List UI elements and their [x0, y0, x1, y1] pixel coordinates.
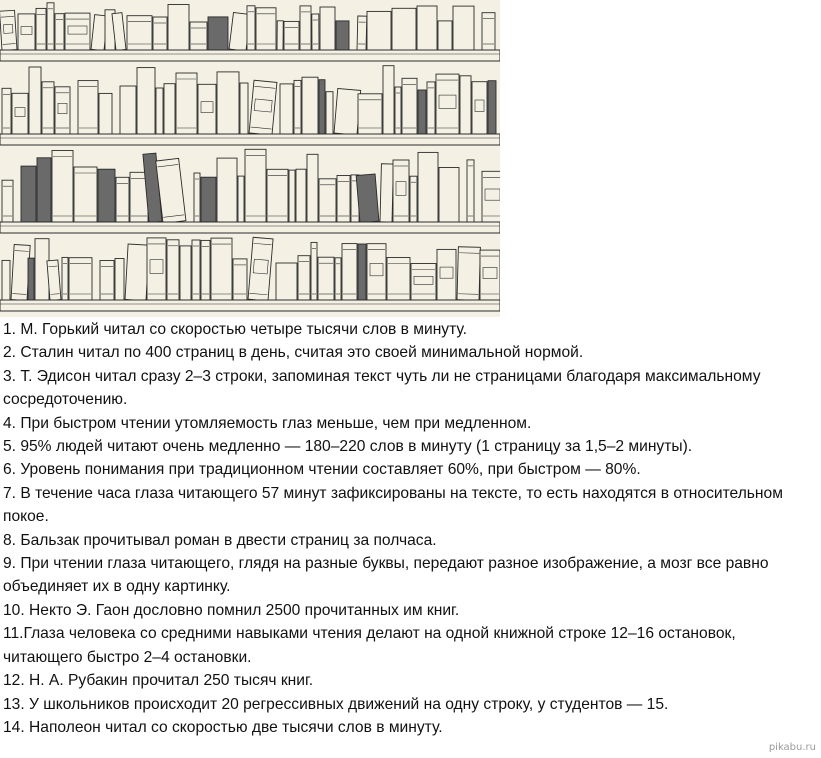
book-spine — [21, 166, 36, 222]
shelf-board — [0, 50, 500, 61]
fact-item: 2. Сталин читал по 400 страниц в день, считая это своей минимальной нормой. — [3, 344, 584, 362]
book-spine — [156, 88, 163, 134]
book-spine — [201, 177, 216, 222]
book-spine — [418, 90, 426, 134]
book-spine — [78, 81, 98, 134]
book-spine — [438, 21, 452, 50]
shelf-board — [0, 222, 500, 233]
book-spine — [52, 151, 73, 223]
book-spine — [319, 179, 336, 222]
book-spine — [488, 81, 496, 134]
book-spine — [233, 259, 247, 300]
book-spine — [100, 261, 114, 301]
fact-item: 8. Бальзак прочитывал роман в двести страниц за полчаса. — [3, 531, 437, 549]
book-spine — [367, 11, 391, 50]
book-spine — [245, 149, 266, 222]
book-spine — [296, 169, 306, 222]
book-spine — [289, 170, 295, 222]
book-spine — [115, 259, 124, 301]
book-spine — [190, 22, 207, 50]
book-spine — [276, 263, 297, 300]
book-spine — [302, 77, 318, 134]
book-spine — [247, 6, 255, 50]
fact-item: 1. М. Горький читал со скоростью четыре тысячи слов в минуту. — [3, 321, 467, 338]
book-spine — [62, 257, 68, 300]
book-spine — [65, 13, 90, 50]
book-spine — [395, 87, 401, 134]
fact-item: 5. 95% людей читают очень медленно — 180–220 слов в минуту (1 страницу за 1,5–2 минуты). — [3, 438, 693, 456]
book-spine — [55, 14, 64, 50]
book-spine — [168, 5, 189, 51]
book-spine — [320, 7, 335, 50]
book-spine — [392, 8, 416, 50]
book-spine — [318, 257, 334, 300]
book-spine — [167, 240, 179, 300]
book-spine — [116, 177, 129, 222]
book-spine — [211, 238, 232, 300]
book-spine — [217, 72, 239, 134]
book-spine — [380, 164, 393, 222]
book-spine — [357, 16, 367, 50]
book-spine — [201, 240, 210, 300]
book-spine — [467, 160, 474, 222]
book-spine — [284, 21, 299, 50]
book-spine — [460, 76, 471, 134]
book-spine — [457, 247, 480, 301]
book-spine — [2, 88, 11, 134]
book-spine — [436, 74, 459, 134]
book-spine — [280, 84, 293, 134]
book-spine — [256, 8, 276, 50]
book-spine — [98, 169, 115, 222]
book-spine — [238, 176, 244, 222]
fact-item: 6. Уровень понимания при традиционном чтении составляет 60%, при быстром — 80%. — [3, 461, 641, 479]
book-spine — [335, 258, 341, 300]
book-spine — [249, 80, 277, 135]
watermark: pikabu.ru — [768, 742, 816, 753]
book-spine — [37, 158, 51, 222]
book-spine — [11, 245, 30, 301]
fact-item: 3. Т. Эдисон читал сразу 2–3 строки, запоминая текст чуть ли не страницами благодаря максимальному сосредоточению. — [3, 367, 761, 409]
book-spine — [267, 169, 288, 222]
book-spine — [367, 244, 386, 300]
book-spine — [393, 160, 409, 222]
book-spine — [311, 242, 317, 300]
book-spine — [127, 16, 152, 50]
book-spine — [176, 73, 197, 134]
book-spine — [402, 78, 417, 134]
book-spine — [480, 250, 500, 300]
book-spine — [36, 8, 46, 50]
book-spine — [29, 67, 41, 134]
book-spine — [342, 244, 357, 300]
book-spine — [99, 93, 112, 134]
book-spine — [298, 256, 310, 300]
fact-item: 14. Наполеон читал со скоростью две тысячи слов в минуту. — [3, 718, 443, 736]
book-spine — [47, 3, 54, 50]
fact-item: 10. Некто Э. Гаон дословно помнил 2500 прочитанных им книг. — [3, 601, 460, 619]
book-spine — [12, 93, 28, 134]
book-spine — [427, 82, 435, 134]
book-spine — [120, 86, 136, 134]
book-spine — [439, 168, 459, 223]
fact-item: 12. Н. А. Рубакин прочитал 250 тысяч книг. — [3, 672, 314, 690]
book-spine — [383, 66, 394, 134]
book-spine — [28, 258, 34, 300]
book-spine — [18, 14, 35, 50]
fact-item: 13. У школьников происходит 20 регрессивных движений на одну строку, у студентов — 15. — [3, 695, 669, 713]
book-spine — [217, 158, 237, 222]
book-spine — [55, 87, 70, 134]
fact-item: 7. В течение часа глаза читающего 57 минут зафиксированы на тексте, то есть находятся в относительном покое. — [3, 484, 783, 526]
fact-item: 9. При чтении глаза читающего, глядя на разные буквы, передают разное изображение, а мозг все равно объединяет их в одну картинку. — [3, 555, 769, 596]
book-spine — [358, 244, 366, 300]
book-spine — [69, 258, 92, 300]
book-spine — [482, 171, 500, 222]
shelf-board — [0, 300, 500, 311]
book-spine — [147, 238, 166, 300]
book-spine — [198, 84, 216, 134]
book-spine — [437, 249, 456, 300]
book-spine — [294, 80, 301, 134]
book-spine — [194, 173, 200, 222]
book-spine — [312, 14, 319, 50]
book-spine — [240, 83, 248, 134]
book-spine — [417, 6, 437, 50]
book-spine — [337, 176, 350, 223]
book-spine — [472, 82, 487, 134]
book-spine — [411, 264, 436, 301]
book-spine — [180, 246, 191, 300]
book-spine — [35, 239, 49, 300]
book-spine — [334, 88, 361, 134]
book-spine — [208, 17, 228, 50]
book-spine — [482, 13, 495, 50]
book-spine — [153, 17, 167, 50]
book-spine — [418, 152, 438, 222]
shelf-board — [0, 134, 500, 145]
book-spine — [192, 240, 200, 300]
book-spine — [453, 6, 474, 50]
book-spine — [277, 21, 283, 50]
book-spine — [0, 10, 17, 50]
book-spine — [307, 154, 318, 222]
book-spine — [74, 167, 97, 222]
book-spine — [300, 6, 311, 50]
bookshelf-illustration — [0, 0, 500, 317]
book-spine — [326, 92, 333, 134]
facts-list — [3, 318, 815, 739]
book-spine — [2, 260, 10, 300]
book-spine — [336, 21, 349, 50]
fact-item: 4. При быстром чтении утомляемость глаз меньше, чем при медленном. — [3, 414, 532, 432]
book-spine — [137, 68, 155, 134]
book-spine — [42, 82, 54, 134]
book-spine — [319, 80, 325, 134]
fact-item: 11.Глаза человека со средними навыками чтения делают на одной книжной строке 12–16 остановок, читающего быстро 2–4 остановки. — [3, 625, 736, 666]
book-spine — [358, 94, 382, 134]
book-spine — [356, 174, 379, 223]
book-spine — [387, 258, 410, 301]
book-spine — [410, 176, 417, 222]
book-spine — [125, 244, 149, 301]
book-spine — [2, 180, 13, 222]
book-spine — [164, 84, 175, 134]
